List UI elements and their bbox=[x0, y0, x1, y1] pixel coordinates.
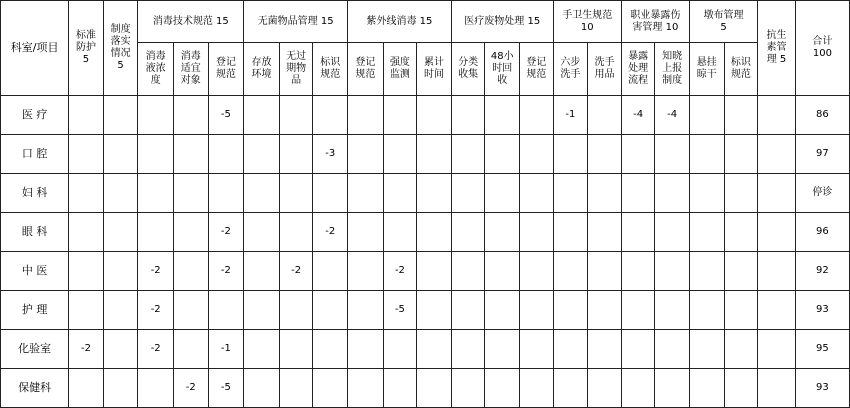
table-row bbox=[1, 291, 850, 330]
score-cell bbox=[621, 252, 655, 291]
sub-header-mop-hang: 悬挂 晾干 bbox=[689, 43, 724, 96]
score-cell bbox=[485, 252, 520, 291]
score-cell bbox=[279, 96, 313, 135]
score-cell bbox=[173, 252, 208, 291]
score-cell: -2 bbox=[279, 252, 313, 291]
score-cell bbox=[173, 213, 208, 252]
dept-cell: 护 理 bbox=[1, 291, 69, 330]
score-cell bbox=[279, 369, 313, 408]
score-cell bbox=[485, 369, 520, 408]
score-cell bbox=[553, 135, 588, 174]
score-cell bbox=[69, 135, 104, 174]
score-cell bbox=[138, 369, 174, 408]
score-cell bbox=[724, 252, 758, 291]
score-cell bbox=[588, 291, 622, 330]
score-cell bbox=[244, 96, 280, 135]
score-cell bbox=[588, 330, 622, 369]
score-cell bbox=[348, 174, 384, 213]
score-cell bbox=[689, 291, 724, 330]
score-cell bbox=[758, 330, 796, 369]
score-cell bbox=[520, 369, 554, 408]
score-cell bbox=[655, 291, 690, 330]
dept-cell: 眼 科 bbox=[1, 213, 69, 252]
sub-header-disinfect-conc: 消毒 液浓 度 bbox=[138, 43, 174, 96]
total-cell: 95 bbox=[795, 330, 849, 369]
score-cell bbox=[451, 96, 485, 135]
score-cell bbox=[417, 213, 452, 252]
score-cell bbox=[553, 252, 588, 291]
score-cell bbox=[724, 174, 758, 213]
score-cell bbox=[621, 369, 655, 408]
score-cell bbox=[451, 252, 485, 291]
score-cell bbox=[348, 291, 384, 330]
score-cell bbox=[244, 330, 280, 369]
score-cell bbox=[103, 330, 138, 369]
sub-header-uv-time: 累计 时间 bbox=[417, 43, 452, 96]
score-cell bbox=[417, 135, 452, 174]
score-cell bbox=[655, 174, 690, 213]
sub-header-exposure-process: 暴露 处理 流程 bbox=[621, 43, 655, 96]
score-cell bbox=[244, 135, 280, 174]
score-cell bbox=[69, 291, 104, 330]
score-cell bbox=[417, 369, 452, 408]
score-cell bbox=[451, 135, 485, 174]
sub-header-waste-sort: 分类 收集 bbox=[451, 43, 485, 96]
score-cell bbox=[724, 291, 758, 330]
score-cell bbox=[173, 174, 208, 213]
total-cell: 93 bbox=[795, 369, 849, 408]
score-cell bbox=[173, 135, 208, 174]
score-cell bbox=[417, 252, 452, 291]
dept-cell: 妇 科 bbox=[1, 174, 69, 213]
sub-header-waste-48h: 48小 时回 收 bbox=[485, 43, 520, 96]
score-cell: -4 bbox=[655, 96, 690, 135]
sub-header-disinfect-target: 消毒 适宜 对象 bbox=[173, 43, 208, 96]
score-cell bbox=[655, 135, 690, 174]
score-cell bbox=[244, 369, 280, 408]
score-cell bbox=[724, 213, 758, 252]
dept-cell: 保健科 bbox=[1, 369, 69, 408]
score-cell bbox=[689, 213, 724, 252]
score-cell bbox=[279, 291, 313, 330]
score-cell bbox=[588, 96, 622, 135]
score-cell bbox=[451, 291, 485, 330]
score-cell bbox=[103, 174, 138, 213]
score-cell: -2 bbox=[138, 291, 174, 330]
score-cell bbox=[724, 369, 758, 408]
score-cell bbox=[485, 213, 520, 252]
sub-header-waste-register: 登记 规范 bbox=[520, 43, 554, 96]
score-cell bbox=[138, 174, 174, 213]
score-cell bbox=[279, 174, 313, 213]
total-cell: 92 bbox=[795, 252, 849, 291]
sub-header-mop-label: 标识 规范 bbox=[724, 43, 758, 96]
score-cell bbox=[69, 369, 104, 408]
score-cell bbox=[758, 135, 796, 174]
score-cell bbox=[103, 96, 138, 135]
score-cell bbox=[103, 213, 138, 252]
score-cell bbox=[588, 135, 622, 174]
score-cell bbox=[689, 174, 724, 213]
score-cell bbox=[520, 174, 554, 213]
dept-cell: 化验室 bbox=[1, 330, 69, 369]
uv-group-header: 紫外线消毒 15 bbox=[348, 1, 452, 43]
mop-group-header: 墩布管理 5 bbox=[689, 1, 757, 43]
exposure-group-header: 职业暴露伤 害管理 10 bbox=[621, 1, 689, 43]
score-cell bbox=[208, 135, 244, 174]
score-cell bbox=[313, 252, 348, 291]
score-cell bbox=[655, 213, 690, 252]
score-cell: -2 bbox=[138, 330, 174, 369]
score-cell bbox=[244, 213, 280, 252]
score-cell bbox=[724, 96, 758, 135]
score-cell bbox=[689, 135, 724, 174]
score-cell bbox=[655, 369, 690, 408]
score-cell bbox=[313, 291, 348, 330]
score-cell: -2 bbox=[313, 213, 348, 252]
score-cell bbox=[758, 369, 796, 408]
score-cell bbox=[383, 96, 417, 135]
score-cell bbox=[417, 96, 452, 135]
total-cell: 停诊 bbox=[795, 174, 849, 213]
score-cell bbox=[621, 330, 655, 369]
table-row bbox=[1, 252, 850, 291]
score-cell bbox=[689, 330, 724, 369]
score-cell bbox=[655, 252, 690, 291]
score-cell bbox=[588, 369, 622, 408]
table-row bbox=[1, 213, 850, 252]
score-cell bbox=[244, 174, 280, 213]
score-cell: -2 bbox=[138, 252, 174, 291]
score-cell bbox=[520, 291, 554, 330]
score-cell bbox=[588, 252, 622, 291]
score-cell: -5 bbox=[383, 291, 417, 330]
score-cell bbox=[138, 96, 174, 135]
score-cell bbox=[758, 213, 796, 252]
score-cell bbox=[313, 369, 348, 408]
antibiotic-header: 抗生 素管 理 5 bbox=[758, 1, 796, 96]
score-cell bbox=[485, 291, 520, 330]
score-cell bbox=[758, 174, 796, 213]
score-cell bbox=[689, 96, 724, 135]
score-cell bbox=[485, 174, 520, 213]
score-cell bbox=[383, 369, 417, 408]
score-cell bbox=[173, 96, 208, 135]
score-cell: -5 bbox=[208, 369, 244, 408]
table-row bbox=[1, 369, 850, 408]
score-cell bbox=[348, 252, 384, 291]
score-cell bbox=[553, 369, 588, 408]
score-cell bbox=[758, 291, 796, 330]
total-cell: 86 bbox=[795, 96, 849, 135]
sub-header-exposure-report: 知晓 上报 制度 bbox=[655, 43, 690, 96]
sterile-group-header: 无菌物品管理 15 bbox=[244, 1, 348, 43]
score-cell bbox=[588, 174, 622, 213]
score-cell bbox=[621, 213, 655, 252]
score-cell bbox=[279, 135, 313, 174]
total-cell: 93 bbox=[795, 291, 849, 330]
score-cell bbox=[724, 330, 758, 369]
score-cell bbox=[383, 330, 417, 369]
sub-header-uv-intensity: 强度 监测 bbox=[383, 43, 417, 96]
total-cell: 97 bbox=[795, 135, 849, 174]
score-cell bbox=[520, 252, 554, 291]
score-cell bbox=[103, 135, 138, 174]
score-cell: -1 bbox=[208, 330, 244, 369]
dept-header: 科室/项目 bbox=[1, 1, 69, 96]
score-cell: -2 bbox=[208, 252, 244, 291]
score-cell: -1 bbox=[553, 96, 588, 135]
score-cell bbox=[103, 252, 138, 291]
score-cell bbox=[348, 96, 384, 135]
hand-group-header: 手卫生规范 10 bbox=[553, 1, 621, 43]
sub-header-sterile-expired: 无过 期物 品 bbox=[279, 43, 313, 96]
table-row bbox=[1, 135, 850, 174]
score-cell bbox=[520, 135, 554, 174]
score-cell bbox=[621, 135, 655, 174]
table-row bbox=[1, 96, 850, 135]
score-cell bbox=[348, 213, 384, 252]
sub-header-sterile-env: 存放 环境 bbox=[244, 43, 280, 96]
system-implementation-header: 制度 落实 情况 5 bbox=[103, 1, 138, 96]
table-row bbox=[1, 174, 850, 213]
score-cell bbox=[348, 135, 384, 174]
score-cell: -2 bbox=[383, 252, 417, 291]
score-cell bbox=[69, 213, 104, 252]
score-cell bbox=[689, 252, 724, 291]
score-cell bbox=[173, 330, 208, 369]
score-cell bbox=[553, 291, 588, 330]
total-header: 合计 100 bbox=[795, 1, 849, 96]
score-cell bbox=[313, 330, 348, 369]
score-cell bbox=[279, 213, 313, 252]
score-cell: -2 bbox=[208, 213, 244, 252]
sub-header-uv-register: 登记 规范 bbox=[348, 43, 384, 96]
score-cell bbox=[383, 135, 417, 174]
score-cell: -3 bbox=[313, 135, 348, 174]
total-cell: 96 bbox=[795, 213, 849, 252]
score-cell bbox=[69, 96, 104, 135]
score-cell bbox=[520, 213, 554, 252]
score-cell bbox=[383, 174, 417, 213]
score-cell bbox=[621, 291, 655, 330]
score-cell bbox=[758, 96, 796, 135]
sub-header-sterile-label: 标识 规范 bbox=[313, 43, 348, 96]
score-cell bbox=[553, 174, 588, 213]
score-cell bbox=[417, 174, 452, 213]
score-cell bbox=[313, 96, 348, 135]
score-cell bbox=[724, 135, 758, 174]
score-cell bbox=[138, 213, 174, 252]
score-cell bbox=[451, 330, 485, 369]
score-cell: -2 bbox=[173, 369, 208, 408]
score-cell bbox=[279, 330, 313, 369]
score-cell bbox=[485, 135, 520, 174]
sub-header-disinfect-register: 登记 规范 bbox=[208, 43, 244, 96]
score-cell bbox=[69, 252, 104, 291]
dept-cell: 中 医 bbox=[1, 252, 69, 291]
score-cell bbox=[103, 369, 138, 408]
score-cell bbox=[208, 174, 244, 213]
score-cell: -4 bbox=[621, 96, 655, 135]
score-cell bbox=[417, 291, 452, 330]
score-cell bbox=[208, 291, 244, 330]
score-cell bbox=[553, 213, 588, 252]
score-cell bbox=[621, 174, 655, 213]
score-cell bbox=[244, 252, 280, 291]
score-cell bbox=[451, 213, 485, 252]
score-cell bbox=[417, 330, 452, 369]
score-cell: -5 bbox=[208, 96, 244, 135]
score-cell: -2 bbox=[69, 330, 104, 369]
dept-cell: 医 疗 bbox=[1, 96, 69, 135]
score-cell bbox=[244, 291, 280, 330]
score-cell bbox=[69, 174, 104, 213]
sub-header-hand-six: 六步 洗手 bbox=[553, 43, 588, 96]
score-cell bbox=[520, 96, 554, 135]
standard-protection-header: 标准 防护 5 bbox=[69, 1, 104, 96]
table-row bbox=[1, 330, 850, 369]
table-body bbox=[1, 96, 850, 408]
score-cell bbox=[485, 96, 520, 135]
score-cell bbox=[520, 330, 554, 369]
score-cell bbox=[138, 135, 174, 174]
score-cell bbox=[655, 330, 690, 369]
score-cell bbox=[588, 213, 622, 252]
dept-cell: 口 腔 bbox=[1, 135, 69, 174]
score-cell bbox=[689, 369, 724, 408]
score-cell bbox=[451, 369, 485, 408]
sub-header-hand-supply: 洗手 用品 bbox=[588, 43, 622, 96]
score-cell bbox=[485, 330, 520, 369]
score-cell bbox=[758, 252, 796, 291]
waste-group-header: 医疗废物处理 15 bbox=[451, 1, 553, 43]
disinfect-group-header: 消毒技术规范 15 bbox=[138, 1, 244, 43]
score-cell bbox=[383, 213, 417, 252]
score-cell bbox=[553, 330, 588, 369]
score-cell bbox=[173, 291, 208, 330]
score-cell bbox=[103, 291, 138, 330]
score-cell bbox=[313, 174, 348, 213]
score-cell bbox=[348, 330, 384, 369]
score-cell bbox=[348, 369, 384, 408]
score-cell bbox=[451, 174, 485, 213]
